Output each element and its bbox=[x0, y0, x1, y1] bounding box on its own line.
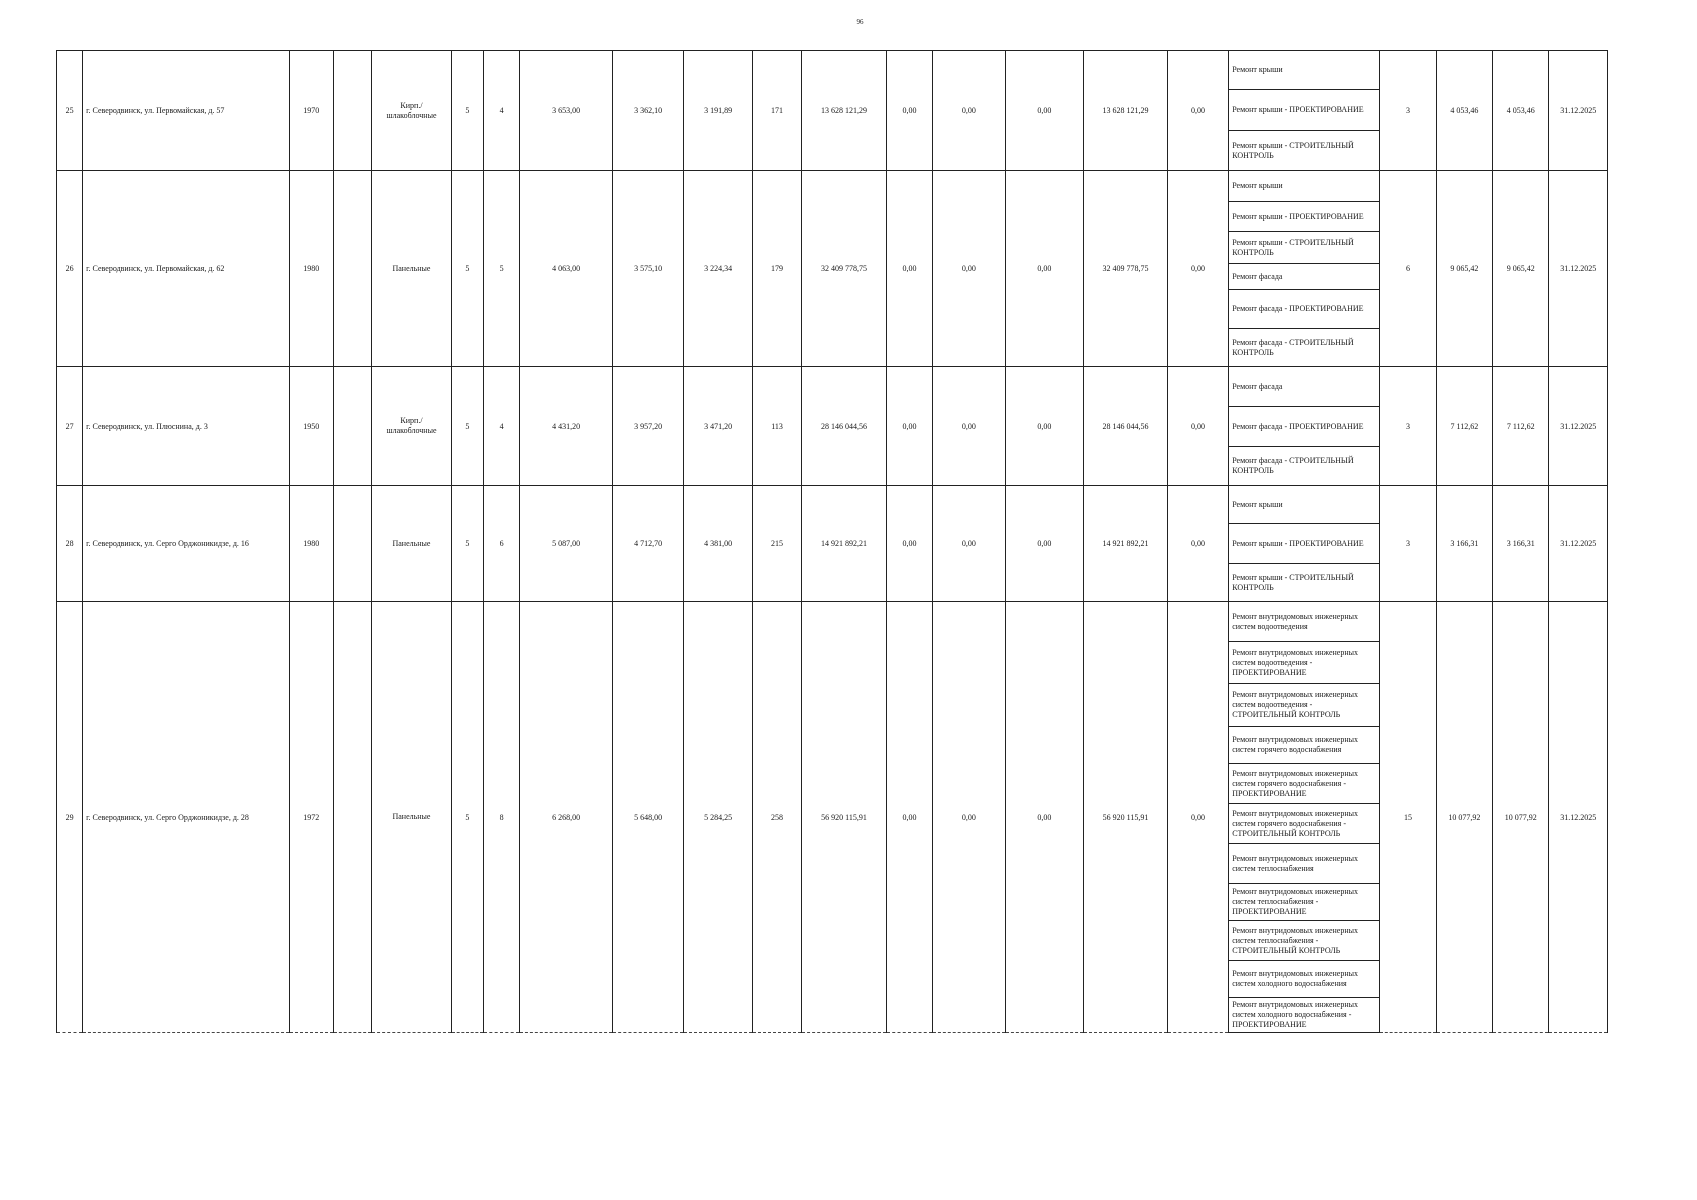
work-type: Ремонт крыши - СТРОИТЕЛЬНЫЙ КОНТРОЛЬ bbox=[1229, 564, 1380, 602]
work-type: Ремонт внутридомовых инженерных систем водоотведения - ПРОЕКТИРОВАНИЕ bbox=[1229, 642, 1380, 684]
cost-municipal: 0,00 bbox=[1005, 602, 1084, 1033]
wall-material bbox=[372, 171, 452, 367]
cost-region: 0,00 bbox=[933, 367, 1006, 486]
table-row bbox=[57, 51, 1608, 90]
col-blank bbox=[333, 51, 371, 171]
table-row bbox=[57, 171, 1608, 202]
wall-material-line: шлакоблочные bbox=[386, 426, 437, 435]
table-row bbox=[57, 486, 1608, 524]
cost-total: 14 921 892,21 bbox=[802, 486, 887, 602]
limit-cost: 7 112,62 bbox=[1493, 367, 1549, 486]
capital-repair-table bbox=[56, 50, 1608, 1033]
residents-count: 215 bbox=[752, 486, 801, 602]
commission-year: 1970 bbox=[289, 51, 333, 171]
entrances: 6 bbox=[483, 486, 519, 602]
residential-area: 3 224,34 bbox=[684, 171, 752, 367]
unit-cost: 3 166,31 bbox=[1436, 486, 1492, 602]
total-area: 4 063,00 bbox=[520, 171, 613, 367]
cost-region: 0,00 bbox=[933, 171, 1006, 367]
deadline: 31.12.2025 bbox=[1549, 51, 1608, 171]
wall-material bbox=[372, 51, 452, 171]
wall-material-line: Кирп./ bbox=[400, 416, 423, 425]
work-type: Ремонт внутридомовых инженерных систем теплоснабжения bbox=[1229, 844, 1380, 884]
cost-municipal: 0,00 bbox=[1005, 171, 1084, 367]
wall-material-line: Панельные bbox=[392, 538, 431, 548]
cost-fund: 0,00 bbox=[886, 367, 932, 486]
cost-total: 28 146 044,56 bbox=[802, 367, 887, 486]
commission-year: 1972 bbox=[289, 602, 333, 1033]
unit-cost: 10 077,92 bbox=[1436, 602, 1492, 1033]
address: г. Северодвинск, ул. Первомайская, д. 57 bbox=[83, 51, 289, 171]
unit-cost: 7 112,62 bbox=[1436, 367, 1492, 486]
wall-material-line: шлакоблочные bbox=[386, 110, 437, 120]
residential-area: 3 191,89 bbox=[684, 51, 752, 171]
work-type: Ремонт крыши bbox=[1229, 486, 1380, 524]
entrances: 5 bbox=[483, 171, 519, 367]
entrances: 4 bbox=[483, 367, 519, 486]
floors: 5 bbox=[451, 171, 483, 367]
work-type: Ремонт фасада - ПРОЕКТИРОВАНИЕ bbox=[1229, 290, 1380, 329]
unit-cost: 4 053,46 bbox=[1436, 51, 1492, 171]
table-row bbox=[57, 367, 1608, 407]
limit-cost: 4 053,46 bbox=[1493, 51, 1549, 171]
premises-area: 4 712,70 bbox=[612, 486, 684, 602]
cost-total: 13 628 121,29 bbox=[802, 51, 887, 171]
work-type: Ремонт фасада bbox=[1229, 264, 1380, 290]
total-area: 3 653,00 bbox=[520, 51, 613, 171]
row-number: 27 bbox=[57, 367, 83, 486]
cost-fund: 0,00 bbox=[886, 171, 932, 367]
wall-material bbox=[372, 486, 452, 602]
residential-area: 3 471,20 bbox=[684, 367, 752, 486]
cost-fund: 0,00 bbox=[886, 51, 932, 171]
work-count: 3 bbox=[1380, 367, 1436, 486]
col-blank bbox=[333, 367, 371, 486]
cost-other: 0,00 bbox=[1167, 367, 1228, 486]
residential-area: 4 381,00 bbox=[684, 486, 752, 602]
wall-material-line: Кирп./ bbox=[400, 100, 423, 110]
commission-year: 1950 bbox=[289, 367, 333, 486]
cost-other: 0,00 bbox=[1167, 171, 1228, 367]
cost-region: 0,00 bbox=[933, 486, 1006, 602]
unit-cost: 9 065,42 bbox=[1436, 171, 1492, 367]
cost-owners: 28 146 044,56 bbox=[1084, 367, 1168, 486]
page-number: 96 bbox=[856, 18, 864, 26]
work-count: 3 bbox=[1380, 486, 1436, 602]
cost-other: 0,00 bbox=[1167, 486, 1228, 602]
work-type: Ремонт фасада - СТРОИТЕЛЬНЫЙ КОНТРОЛЬ bbox=[1229, 329, 1380, 367]
residents-count: 113 bbox=[752, 367, 801, 486]
deadline: 31.12.2025 bbox=[1549, 486, 1608, 602]
cost-total: 56 920 115,91 bbox=[802, 602, 887, 1033]
deadline: 31.12.2025 bbox=[1549, 171, 1608, 367]
cost-fund: 0,00 bbox=[886, 602, 932, 1033]
total-area: 6 268,00 bbox=[520, 602, 613, 1033]
cost-total: 32 409 778,75 bbox=[802, 171, 887, 367]
premises-area: 3 575,10 bbox=[612, 171, 684, 367]
work-count: 6 bbox=[1380, 171, 1436, 367]
total-area: 4 431,20 bbox=[520, 367, 613, 486]
row-number: 26 bbox=[57, 171, 83, 367]
table-row bbox=[57, 602, 1608, 642]
wall-material-line: Панельные bbox=[392, 263, 431, 273]
work-count: 3 bbox=[1380, 51, 1436, 171]
work-type: Ремонт внутридомовых инженерных систем горячего водоснабжения - СТРОИТЕЛЬНЫЙ КОНТРОЛЬ bbox=[1229, 804, 1380, 844]
cost-region: 0,00 bbox=[933, 602, 1006, 1033]
premises-area: 3 957,20 bbox=[612, 367, 684, 486]
work-type: Ремонт крыши - ПРОЕКТИРОВАНИЕ bbox=[1229, 524, 1380, 564]
commission-year: 1980 bbox=[289, 171, 333, 367]
work-type: Ремонт внутридомовых инженерных систем холодного водоснабжения - ПРОЕКТИРОВАНИЕ bbox=[1229, 998, 1380, 1033]
residents-count: 258 bbox=[752, 602, 801, 1033]
work-type: Ремонт фасада - ПРОЕКТИРОВАНИЕ bbox=[1229, 407, 1380, 447]
work-type: Ремонт крыши bbox=[1229, 51, 1380, 90]
cost-municipal: 0,00 bbox=[1005, 367, 1084, 486]
row-number: 29 bbox=[57, 602, 83, 1033]
cost-other: 0,00 bbox=[1167, 602, 1228, 1033]
floors: 5 bbox=[451, 367, 483, 486]
limit-cost: 10 077,92 bbox=[1493, 602, 1549, 1033]
address: г. Северодвинск, ул. Плюснина, д. 3 bbox=[83, 367, 289, 486]
work-type: Ремонт крыши - ПРОЕКТИРОВАНИЕ bbox=[1229, 202, 1380, 232]
deadline: 31.12.2025 bbox=[1549, 367, 1608, 486]
work-type: Ремонт внутридомовых инженерных систем холодного водоснабжения bbox=[1229, 961, 1380, 998]
wall-material-line: Панельные bbox=[392, 812, 431, 821]
work-type: Ремонт крыши - ПРОЕКТИРОВАНИЕ bbox=[1229, 90, 1380, 131]
residents-count: 179 bbox=[752, 171, 801, 367]
deadline: 31.12.2025 bbox=[1549, 602, 1608, 1033]
wall-material bbox=[372, 602, 452, 1033]
cost-fund: 0,00 bbox=[886, 486, 932, 602]
residents-count: 171 bbox=[752, 51, 801, 171]
cost-owners: 13 628 121,29 bbox=[1084, 51, 1168, 171]
work-type: Ремонт крыши - СТРОИТЕЛЬНЫЙ КОНТРОЛЬ bbox=[1229, 232, 1380, 264]
work-type: Ремонт фасада bbox=[1229, 367, 1380, 407]
address: г. Северодвинск, ул. Серго Орджоникидзе, д. 16 bbox=[83, 486, 289, 602]
col-blank bbox=[333, 171, 371, 367]
limit-cost: 3 166,31 bbox=[1493, 486, 1549, 602]
address: г. Северодвинск, ул. Первомайская, д. 62 bbox=[83, 171, 289, 367]
cost-region: 0,00 bbox=[933, 51, 1006, 171]
row-number: 25 bbox=[57, 51, 83, 171]
floors: 5 bbox=[451, 602, 483, 1033]
work-type: Ремонт внутридомовых инженерных систем водоотведения - СТРОИТЕЛЬНЫЙ КОНТРОЛЬ bbox=[1229, 684, 1380, 727]
work-type: Ремонт внутридомовых инженерных систем теплоснабжения - ПРОЕКТИРОВАНИЕ bbox=[1229, 884, 1380, 921]
wall-material bbox=[372, 367, 452, 486]
entrances: 8 bbox=[483, 602, 519, 1033]
cost-owners: 14 921 892,21 bbox=[1084, 486, 1168, 602]
work-type: Ремонт внутридомовых инженерных систем горячего водоснабжения - ПРОЕКТИРОВАНИЕ bbox=[1229, 764, 1380, 804]
work-type: Ремонт внутридомовых инженерных систем теплоснабжения - СТРОИТЕЛЬНЫЙ КОНТРОЛЬ bbox=[1229, 921, 1380, 961]
limit-cost: 9 065,42 bbox=[1493, 171, 1549, 367]
premises-area: 5 648,00 bbox=[612, 602, 684, 1033]
address: г. Северодвинск, ул. Серго Орджоникидзе, д. 28 bbox=[83, 602, 289, 1033]
cost-owners: 32 409 778,75 bbox=[1084, 171, 1168, 367]
row-number: 28 bbox=[57, 486, 83, 602]
floors: 5 bbox=[451, 486, 483, 602]
total-area: 5 087,00 bbox=[520, 486, 613, 602]
work-count: 15 bbox=[1380, 602, 1436, 1033]
work-type: Ремонт крыши - СТРОИТЕЛЬНЫЙ КОНТРОЛЬ bbox=[1229, 131, 1380, 171]
work-type: Ремонт крыши bbox=[1229, 171, 1380, 202]
premises-area: 3 362,10 bbox=[612, 51, 684, 171]
floors: 5 bbox=[451, 51, 483, 171]
col-blank bbox=[333, 602, 371, 1033]
cost-owners: 56 920 115,91 bbox=[1084, 602, 1168, 1033]
work-type: Ремонт внутридомовых инженерных систем горячего водоснабжения bbox=[1229, 727, 1380, 764]
cost-municipal: 0,00 bbox=[1005, 486, 1084, 602]
entrances: 4 bbox=[483, 51, 519, 171]
cost-municipal: 0,00 bbox=[1005, 51, 1084, 171]
col-blank bbox=[333, 486, 371, 602]
residential-area: 5 284,25 bbox=[684, 602, 752, 1033]
work-type: Ремонт фасада - СТРОИТЕЛЬНЫЙ КОНТРОЛЬ bbox=[1229, 447, 1380, 486]
commission-year: 1980 bbox=[289, 486, 333, 602]
cost-other: 0,00 bbox=[1167, 51, 1228, 171]
work-type: Ремонт внутридомовых инженерных систем водоотведения bbox=[1229, 602, 1380, 642]
